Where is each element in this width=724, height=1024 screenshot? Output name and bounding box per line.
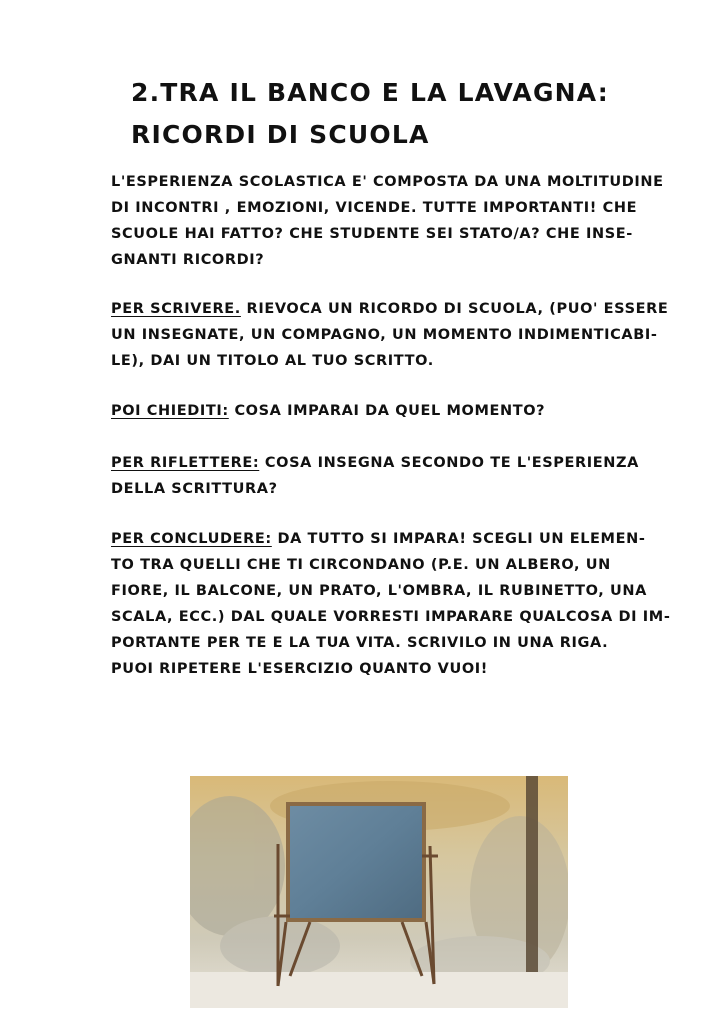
concludere-first-line — [111, 526, 656, 552]
concludere-line: SCALA, ECC.) DAL QUALE VORRESTI IMPARARE QUALCOSA DI IM- — [111, 609, 671, 625]
chiediti-first-line — [111, 398, 656, 424]
page-title — [131, 72, 691, 156]
scrivere-line: LE), DAI UN TITOLO AL TUO SCRITTO. — [111, 353, 434, 369]
floor — [190, 972, 568, 1008]
scrivere-label: PER SCRIVERE. — [111, 301, 241, 317]
concludere-line: FIORE, IL BALCONE, UN PRATO, L'OMBRA, IL RUBINETTO, UNA — [111, 583, 647, 599]
blackboard-illustration — [190, 776, 568, 1008]
concludere-line: PORTANTE PER TE E LA TUA VITA. SCRIVILO IN UNA RIGA. — [111, 635, 609, 651]
scrivere-text: RIEVOCA UN RICORDO DI SCUOLA, (PUO' ESSERE — [240, 301, 669, 317]
scrivere-line: UN INSEGNATE, UN COMPAGNO, UN MOMENTO INDIMENTICABI- — [111, 327, 658, 343]
riflettere-paragraph — [111, 450, 656, 502]
concludere-label: PER CONCLUDERE: — [111, 531, 272, 547]
title-line-2: RICORDI DI SCUOLA — [131, 120, 430, 149]
board-surface — [290, 806, 422, 918]
concludere-line: PUOI RIPETERE L'ESERCIZIO QUANTO VUOI! — [111, 661, 489, 677]
concludere-text: DA TUTTO SI IMPARA! SCEGLI UN ELEMEN- — [271, 531, 646, 547]
riflettere-text: COSA INSEGNA SECONDO TE L'ESPERIENZA — [259, 455, 639, 471]
blackboard-photo — [190, 776, 568, 1008]
riflettere-label: PER RIFLETTERE: — [111, 455, 260, 471]
scrivere-first-line — [111, 296, 669, 322]
intro-paragraph — [111, 169, 664, 273]
riflettere-first-line — [111, 450, 656, 476]
concludere-paragraph — [111, 526, 671, 682]
chiediti-label: POI CHIEDITI: — [111, 403, 229, 419]
intro-line: SCUOLE HAI FATTO? CHE STUDENTE SEI STATO/A? CHE INSE- — [111, 226, 633, 242]
chiediti-paragraph — [111, 398, 656, 424]
title-line-1: 2.TRA IL BANCO E LA LAVAGNA: — [131, 78, 610, 107]
riflettere-line: DELLA SCRITTURA? — [111, 481, 278, 497]
intro-line: DI INCONTRI , EMOZIONI, VICENDE. TUTTE IMPORTANTI! CHE — [111, 200, 638, 216]
concludere-line: TO TRA QUELLI CHE TI CIRCONDANO (P.E. UN ALBERO, UN — [111, 557, 611, 573]
chiediti-text: COSA IMPARAI DA QUEL MOMENTO? — [228, 403, 546, 419]
intro-line: GNANTI RICORDI? — [111, 252, 265, 268]
intro-line: L'ESPERIENZA SCOLASTICA E' COMPOSTA DA UNA MOLTITUDINE — [111, 174, 664, 190]
scrivere-paragraph — [111, 296, 669, 374]
